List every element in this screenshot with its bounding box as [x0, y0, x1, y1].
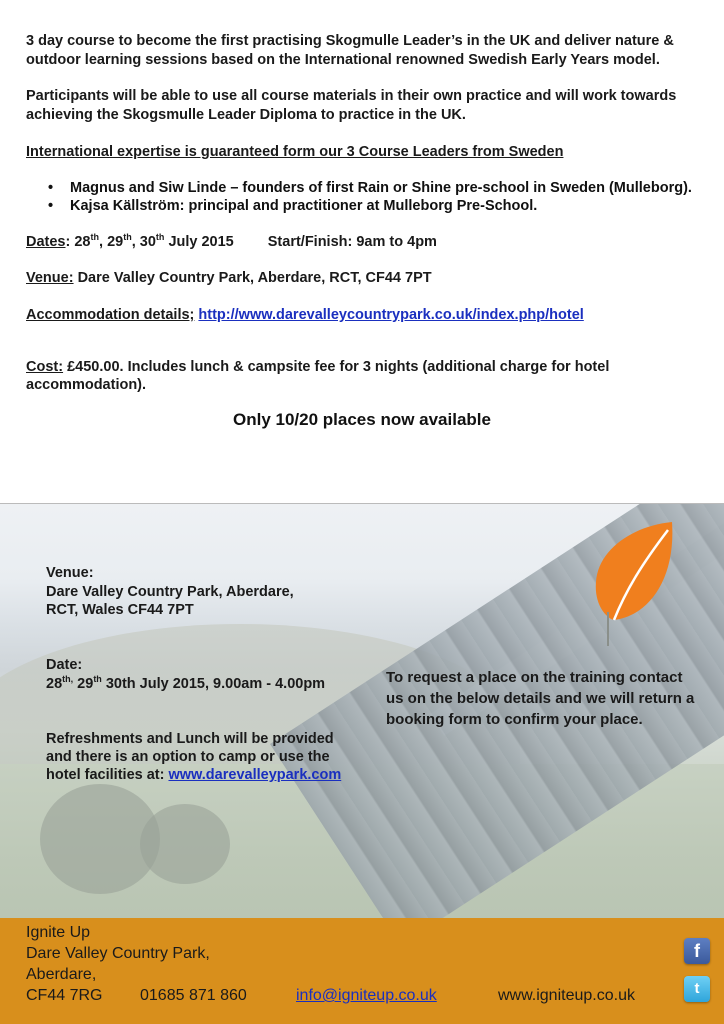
- date-month-year: July 2015: [168, 234, 234, 250]
- bullet-text: Kajsa Källström: principal and practitioner at Mulleborg Pre-School.: [70, 198, 538, 214]
- ordinal: th: [123, 232, 132, 243]
- twitter-icon[interactable]: t: [684, 976, 710, 1002]
- orange-leaf-logo-icon: [592, 520, 676, 624]
- panel-venue-label: Venue:: [46, 565, 94, 581]
- intro-para1-line2: outdoor learning sessions based on the International renowned Swedish Early Years model.: [26, 52, 660, 68]
- panel-date-value: $28^{th,}$ 29th 30th July 2015, 9.00am - 4.00pm: [46, 674, 326, 692]
- cost-value: £450.00. Includes lunch & campsite fee for 3 nights (additional charge for hotel: [67, 359, 610, 375]
- panel-venue-line2: RCT, Wales CF44 7PT: [46, 602, 194, 618]
- footer: [0, 918, 724, 1024]
- intro-para2-line2: achieving the Skogsmulle Leader Diploma to practice in the UK.: [26, 107, 466, 123]
- venue-label: Venue:: [26, 270, 74, 286]
- panel-venue-line1: Dare Valley Country Park, Aberdare,: [46, 584, 294, 600]
- bullet-text: Magnus and Siw Linde – founders of first Rain or Shine pre-school in Sweden (Mulleborg).: [70, 180, 692, 196]
- darevalleypark-link[interactable]: www.darevalleypark.com: [168, 767, 342, 783]
- panel-refresh-line2: and there is an option to camp or use the: [46, 749, 330, 765]
- dates-line: Dates: 28th, 29th, 30th July 2015 Start/Finish: 9am to 4pm: [26, 232, 437, 250]
- dates-label: Dates: [26, 234, 66, 250]
- date-day3: 30: [139, 234, 156, 250]
- venue-value: Dare Valley Country Park, Aberdare, RCT, CF44 7PT: [77, 270, 432, 286]
- accommodation-link[interactable]: http://www.darevalleycountrypark.co.uk/index.php/hotel: [198, 307, 584, 323]
- date-day2: 29: [107, 234, 124, 250]
- panel-date-label: Date:: [46, 657, 83, 673]
- request-place-text: To request a place on the training contact us on the below details and we will return a booking form to confirm your place.: [386, 669, 695, 728]
- footer-address-line1: Dare Valley Country Park,: [26, 945, 210, 962]
- footer-email-link[interactable]: info@igniteup.co.uk: [296, 987, 437, 1004]
- bullet-icon: •: [48, 180, 54, 196]
- cost-line2: accommodation).: [26, 377, 147, 393]
- facebook-icon[interactable]: f: [684, 938, 710, 964]
- venue-line: [26, 269, 432, 288]
- cost-label: Cost:: [26, 359, 64, 375]
- accommodation-label: Accommodation details;: [26, 307, 195, 323]
- ordinal: th: [155, 232, 165, 243]
- accommodation-line: [26, 306, 584, 325]
- date-day1: 28: [74, 234, 91, 250]
- panel-refresh-line3: hotel facilities at: www.darevalleypark.com: [46, 767, 342, 783]
- footer-phone: 01685 871 860: [140, 987, 247, 1004]
- intro-para2-line1: Participants will be able to use all course materials in their own practice and will work towards: [26, 88, 677, 104]
- start-finish: Start/Finish: 9am to 4pm: [267, 234, 437, 250]
- places-available: Only 10/20 places now available: [233, 410, 491, 429]
- panel-refresh-line1: Refreshments and Lunch will be provided: [46, 731, 334, 747]
- expertise-heading: International expertise is guaranteed form our 3 Course Leaders from Sweden: [26, 144, 564, 160]
- bullet-icon: •: [48, 198, 54, 214]
- footer-address-line2: Aberdare,: [26, 966, 97, 983]
- footer-postcode: CF44 7RG: [26, 987, 103, 1004]
- flyer-top-section: [0, 0, 724, 503]
- intro-para1-line1: 3 day course to become the first practising Skogmulle Leader’s in the UK and deliver nature &: [26, 33, 674, 49]
- footer-website: www.igniteup.co.uk: [498, 987, 635, 1004]
- cost-line1: [26, 358, 609, 377]
- ordinal: th: [90, 232, 99, 243]
- footer-org: Ignite Up: [26, 924, 91, 941]
